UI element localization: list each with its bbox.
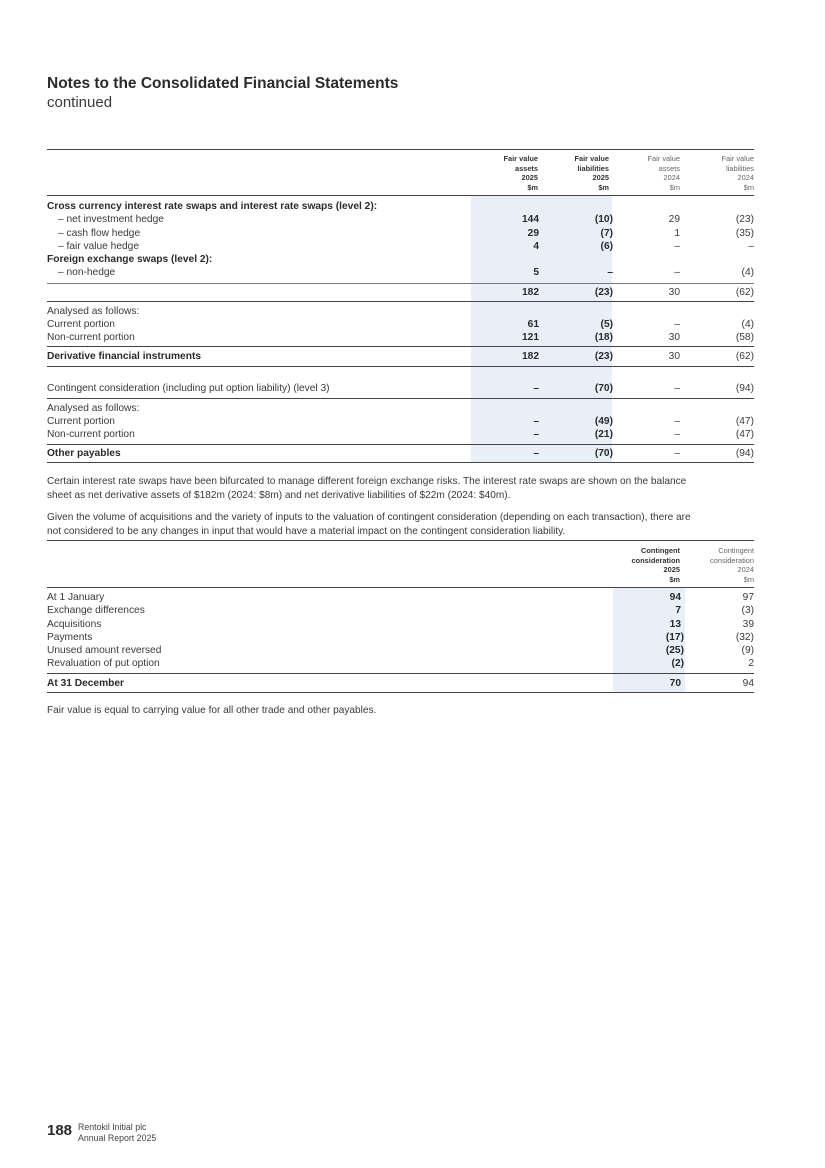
col-header-fv-liabilities-2025: Fair value liabilities 2025 $m [574,154,609,192]
cell-value: – [674,416,680,427]
derivatives-table [47,149,754,464]
cell-value: 94 [669,592,681,603]
cell-value: (7) [600,228,613,239]
table-row [47,305,754,318]
cell-value: (4) [741,267,754,278]
cell-value: 7 [675,605,681,616]
row-label: Analysed as follows: [47,403,140,414]
cell-value: (23) [735,214,754,225]
footer-company: Rentokil Initial plc [78,1122,147,1132]
page-number: 188 [47,1122,73,1139]
cell-value: (70) [594,448,613,459]
row-label: Acquisitions [47,619,102,630]
row-label: Derivative financial instruments [47,351,201,362]
cell-value: – [533,448,539,459]
cell-value: (62) [735,287,754,298]
cell-value: (94) [735,383,754,394]
cell-value: 4 [533,241,539,252]
table-row [47,591,754,604]
cell-value: (70) [594,383,613,394]
cell-value: – [674,241,680,252]
row-label: – non-hedge [58,267,116,278]
col-header-fv-liabilities-2024: Fair value liabilities 2024 $m [721,154,754,192]
cell-value: 121 [522,332,539,343]
table-row [47,402,754,415]
cell-value: 61 [527,319,539,330]
row-label: Non-current portion [47,332,135,343]
footer-report-info [78,1122,156,1143]
cell-value: 70 [669,678,681,689]
table-row [47,618,754,631]
page-title: Notes to the Consolidated Financial Statements [47,75,399,92]
contingent-consideration-table [47,540,754,695]
cell-value: (5) [600,319,613,330]
table-bottom-rule [47,692,754,693]
table-row [47,200,754,213]
col-header-contingent-2024: Contingent consideration 2024 $m [710,546,754,584]
cell-value: (6) [600,241,613,252]
table-row [47,253,754,266]
cell-value: – [674,429,680,440]
row-label: Revaluation of put option [47,658,160,669]
cell-value: 30 [668,351,680,362]
table-row [47,415,754,428]
cell-value: (47) [735,429,754,440]
col-header-fv-assets-2024: Fair value assets 2024 $m [647,154,680,192]
row-label: Current portion [47,319,115,330]
cell-value: – [674,267,680,278]
cell-value: (35) [735,228,754,239]
cell-value: – [748,241,754,252]
row-label: Cross currency interest rate swaps and interest rate swaps (level 2): [47,201,378,212]
cell-value: – [674,319,680,330]
cell-value: – [674,383,680,394]
col-header-contingent-2025: Contingent consideration 2025 $m [631,546,680,584]
subtotal-rule [47,283,754,284]
cell-value: – [674,448,680,459]
cell-value: – [533,429,539,440]
cell-value: (49) [594,416,613,427]
table-row-total [47,677,754,690]
cell-value: (10) [594,214,613,225]
cell-value: (32) [735,632,754,643]
table-row [47,644,754,657]
row-label: – cash flow hedge [58,228,141,239]
subtotal-bottom-rule [47,301,754,302]
table-row [47,657,754,670]
cell-value: – [607,267,613,278]
row-label: – net investment hedge [58,214,164,225]
total-rule [47,673,754,674]
cell-value: (2) [671,658,684,669]
section-rule [47,398,754,399]
row-label: At 31 December [47,678,125,689]
total-rule [47,346,754,347]
footer-report: Annual Report 2025 [78,1132,157,1143]
cell-value: (62) [735,351,754,362]
cell-value: (23) [594,351,613,362]
contingent-note-paragraph: Given the volume of acquisitions and the variety of inputs to the valuation of contingent consideration (depending on each transaction), there are not considered to be any changes in input that would have a material impact on the contingent consideration liability. [47,512,691,537]
table-row [47,318,754,331]
cell-value: 182 [522,287,539,298]
cell-value: 5 [533,267,539,278]
row-label: Non-current portion [47,429,135,440]
table-bottom-rule [47,462,754,463]
cell-value: (47) [735,416,754,427]
table-row [47,331,754,344]
cell-value: 29 [527,228,539,239]
table-row [47,213,754,226]
cell-value: (9) [741,645,754,656]
cell-value: (23) [594,287,613,298]
cell-value: 97 [742,592,754,603]
cell-value: 39 [742,619,754,630]
table-row-subtotal [47,286,754,299]
table-top-rule [47,540,754,541]
page-subtitle: continued [47,94,113,111]
table-top-rule [47,149,754,150]
cell-value: (94) [735,448,754,459]
table-row [47,631,754,644]
swap-note-paragraph: Certain interest rate swaps have been bifurcated to manage different foreign exchange risks. The interest rate swaps are shown on the balance sheet as net derivative assets of $182m (2024: $8m) and net derivative liabilities of $22m (2024: $40m). [47,476,687,501]
table-row [47,240,754,253]
cell-value: (3) [741,605,754,616]
row-label: Foreign exchange swaps (level 2): [47,254,213,265]
cell-value: 2 [748,658,754,669]
row-label: Unused amount reversed [47,645,162,656]
total-bottom-rule [47,366,754,367]
table-row-total [47,447,754,460]
cell-value: 30 [668,332,680,343]
cell-value: 30 [668,287,680,298]
table-row [47,382,754,395]
table-row-total [47,350,754,363]
row-label: – fair value hedge [58,241,139,252]
cell-value: 144 [522,214,539,225]
table-row [47,227,754,240]
row-label: Current portion [47,416,115,427]
cell-value: 182 [522,351,539,362]
cell-value: 1 [674,228,680,239]
cell-value: 29 [668,214,680,225]
cell-value: – [533,383,539,394]
cell-value: (58) [735,332,754,343]
row-label: At 1 January [47,592,105,603]
cell-value: (17) [665,632,684,643]
row-label: Other payables [47,448,121,459]
cell-value: – [533,416,539,427]
cell-value: 13 [669,619,681,630]
col-header-fv-assets-2025: Fair value assets 2025 $m [503,154,538,192]
cell-value: (21) [594,429,613,440]
other-payables-rule [47,444,754,445]
cell-value: 94 [742,678,754,689]
row-label: Payments [47,632,93,643]
table-row [47,266,754,279]
row-label: Exchange differences [47,605,145,616]
fair-value-note: Fair value is equal to carrying value for all other trade and other payables. [47,705,377,716]
header-rule [47,587,754,588]
row-label: Analysed as follows: [47,306,140,317]
cell-value: (4) [741,319,754,330]
header-rule [47,195,754,196]
table-row [47,428,754,441]
table-row [47,604,754,617]
cell-value: (25) [665,645,684,656]
cell-value: (18) [594,332,613,343]
row-label: Contingent consideration (including put option liability) (level 3) [47,383,330,394]
